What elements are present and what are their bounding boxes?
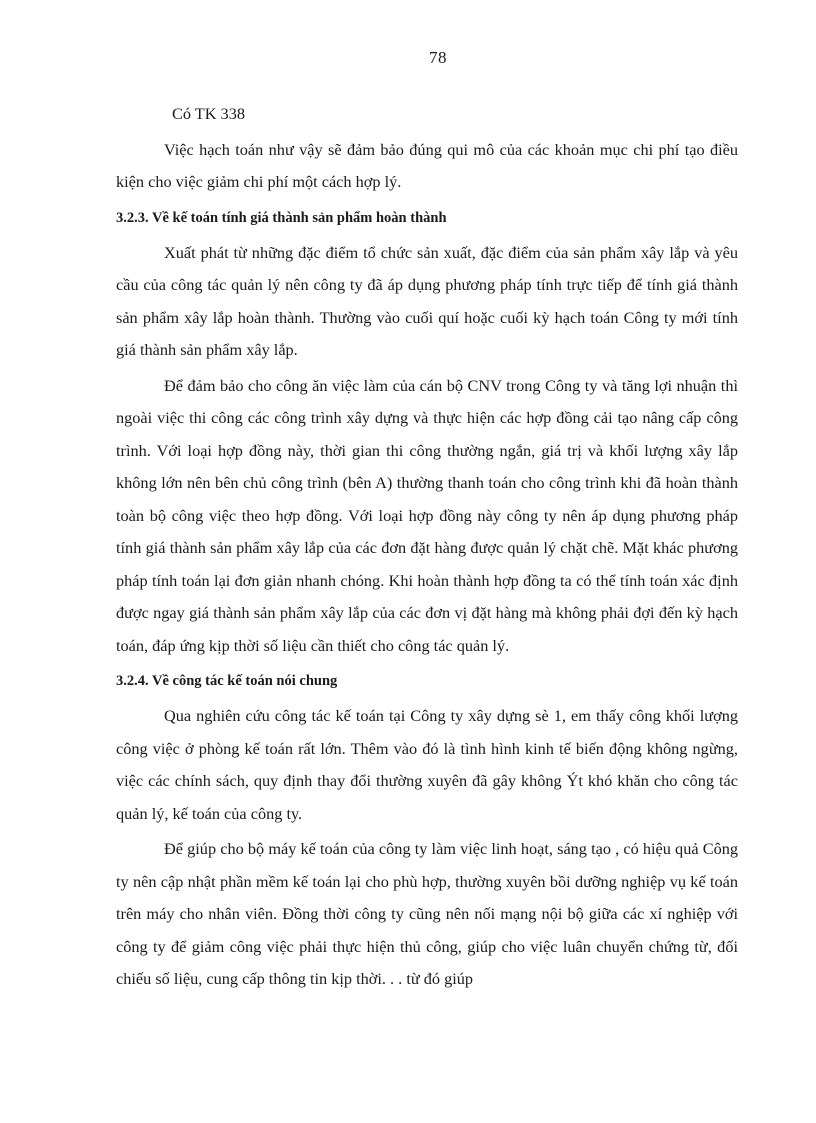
page-number: 78 — [429, 48, 447, 67]
paragraph-4: Qua nghiên cứu công tác kế toán tại Công ty xây dựng sè 1, em thấy công khối lượng công việc ở phòng kế toán rất lớn. Thêm vào đó là tình hình kinh tế biến động không ngừng, việc các chính sách, quy định thay đổi thường xuyên đã gây không Ýt khó khăn cho công tác quản lý, kế toán của công ty. — [116, 706, 738, 823]
section-heading-3-2-3: 3.2.3. Về kế toán tính giá thành sản phẩm hoàn thành — [116, 209, 447, 226]
paragraph-1: Việc hạch toán như vậy sẽ đảm bảo đúng qui mô của các khoản mục chi phí tạo điều kiện cho việc giảm chi phí một cách hợp lý. — [116, 139, 738, 191]
intro-line: Có TK 338 — [172, 104, 245, 123]
paragraph-2: Xuất phát từ những đặc điểm tổ chức sản xuất, đặc điểm của sản phẩm xây lắp và yêu cầu của công tác quản lý nên công ty đã áp dụng phương pháp tính trực tiếp để tính giá thành sản phẩm xây lắp hoàn thành. Thường vào cuối quí hoặc cuối kỳ hạch toán Công ty mới tính giá thành sản phẩm xây lắp. — [116, 242, 738, 359]
paragraph-3: Để đảm bảo cho công ăn việc làm của cán bộ CNV trong Công ty và tăng lợi nhuận thì ngoài việc thi công các công trình xây dựng và thực hiện các hợp đồng cải tạo nâng cấp công trình. Với loại hợp đồng này, thời gian thi công thường ngắn, giá trị và khối lượng xây lắp không lớn nên bên chủ công trình (bên A) thường thanh toán cho công trình khi đã hoàn thành toàn bộ công việc theo hợp đồng. Với loại hợp đồng này công ty nên áp dụng phương pháp tính giá thành sản phẩm xây lắp của các đơn đặt hàng được quản lý chặt chẽ. Mặt khác phương pháp tính toán lại đơn giản nhanh chóng. Khi hoàn thành hợp đồng ta có thể tính toán xác định được ngay giá thành sản phẩm xây lắp của các đơn vị đặt hàng mà không phải đợi đến kỳ hạch toán, đáp ứng kịp thời số liệu cần thiết cho công tác quản lý. — [116, 375, 738, 655]
paragraph-5: Để giúp cho bộ máy kế toán của công ty làm việc linh hoạt, sáng tạo , có hiệu quả Công ty nên cập nhật phần mềm kế toán lại cho phù hợp, thường xuyên bồi dưỡng nghiệp vụ kế toán trên máy cho nhân viên. Đồng thời công ty cũng nên nối mạng nội bộ giữa các xí nghiệp với công ty để giảm công việc phải thực hiện thủ công, giúp cho việc luân chuyển chứng từ, đối chiếu số liệu, cung cấp thông tin kịp thời. . . từ đó giúp — [116, 839, 738, 988]
section-heading-3-2-4: 3.2.4. Về công tác kế toán nói chung — [116, 673, 338, 689]
page-body — [116, 98, 738, 996]
